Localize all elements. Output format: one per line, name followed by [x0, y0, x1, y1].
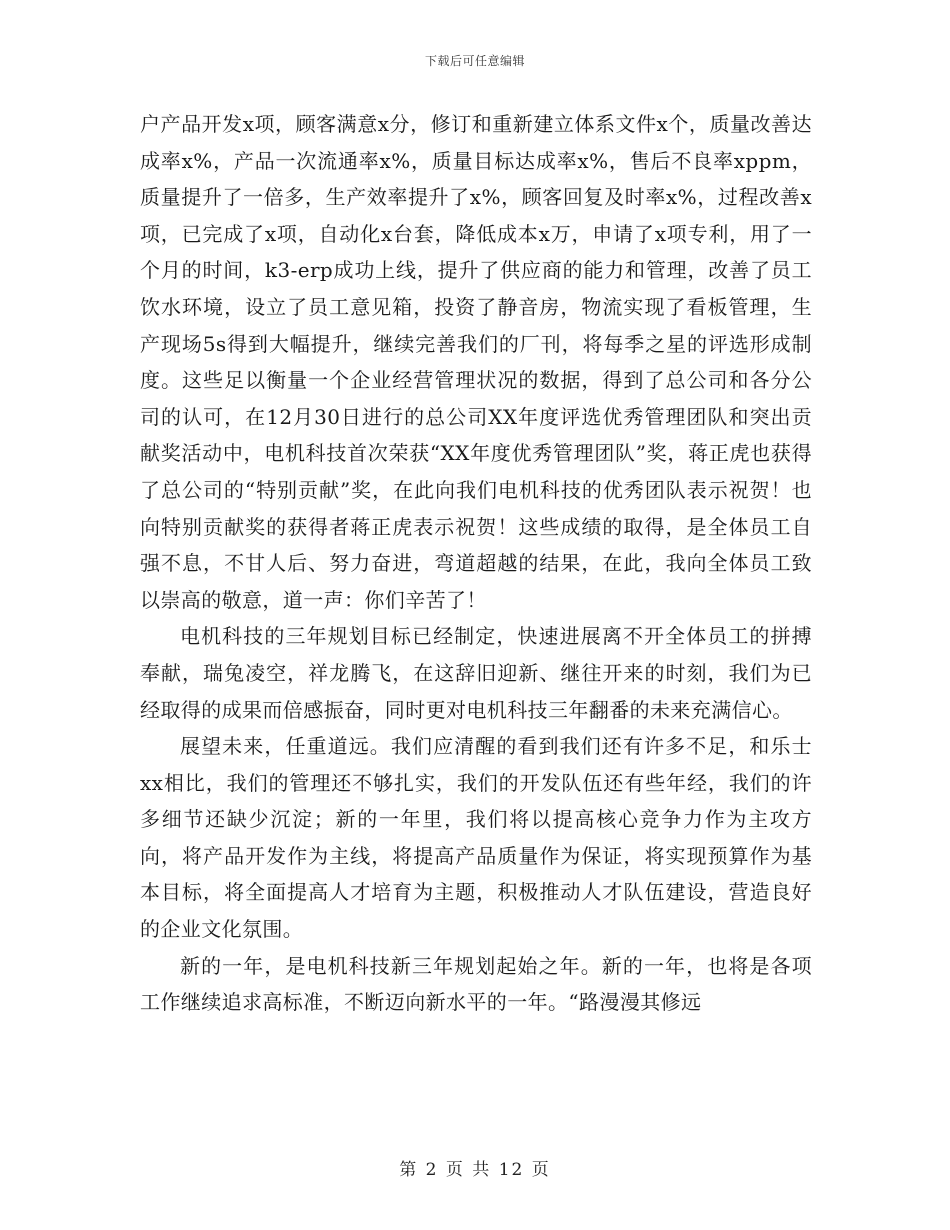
page-header-note: 下载后可任意编辑: [424, 54, 525, 68]
paragraph-three-year-plan: 电机科技的三年规划目标已经制定，快速进展离不开全体员工的拼搏奉献，瑞兔凌空，祥龙腾飞，在这辞旧迎新、继往开来的时刻，我们为已经取得的成果而倍感振奋，同时更对电机科技三年翻番的未来充满信心。: [140, 624, 812, 722]
paragraph-outlook: 展望未来，任重道远。我们应清醒的看到我们还有许多不足，和乐士xx相比，我们的管理还不够扎实，我们的开发队伍还有些年经，我们的许多细节还缺少沉淀；新的一年里，我们将以提高核心竞争力作为主攻方向，将产品开发作为主线，将提高产品质量作为保证，将实现预算作为基本目标，将全面提高人才培育为主题，积极推动人才队伍建设，营造良好的企业文化氛围。: [140, 734, 812, 942]
paragraph-new-year: 新的一年，是电机科技新三年规划起始之年。新的一年，也将是各项工作继续追求高标准，不断迈向新水平的一年。“路漫漫其修远: [140, 953, 812, 1015]
paragraph-continued: 户产品开发x项，顾客满意x分，修订和重新建立体系文件x个，质量改善达成率x%，产品一次流通率x%，质量目标达成率x%，售后不良率xppm，质量提升了一倍多，生产效率提升了x%，顾客回复及时率x%，过程改善x项，已完成了x项，自动化x台套，降低成本x万，申请了x项专利，用了一个月的时间，k3-erp成功上线，提升了供应商的能力和管理，改善了员工饮水环境，设立了员工意见箱，投资了静音房，物流实现了看板管理，生产现场5s得到大幅提升，继续完善我们的厂刊，将每季之星的评选形成制度。这些足以衡量一个企业经营管理状况的数据，得到了总公司和各分公司的认可，在12月30日进行的总公司XX年度评选优秀管理团队和突出贡献奖活动中，电机科技首次荣获“XX年度优秀管理团队”奖，蒋正虎也获得了总公司的“特别贡献”奖，在此向我们电机科技的优秀团队表示祝贺！也向特别贡献奖的获得者蒋正虎表示祝贺！这些成绩的取得，是全体员工自强不息，不甘人后、努力奋进，弯道超越的结果，在此，我向全体员工致以崇高的敬意，道一声：你们辛苦了！: [140, 112, 812, 612]
page-number-footer: 第 2 页 共 12 页: [399, 1160, 551, 1180]
document-body: [140, 106, 812, 1021]
